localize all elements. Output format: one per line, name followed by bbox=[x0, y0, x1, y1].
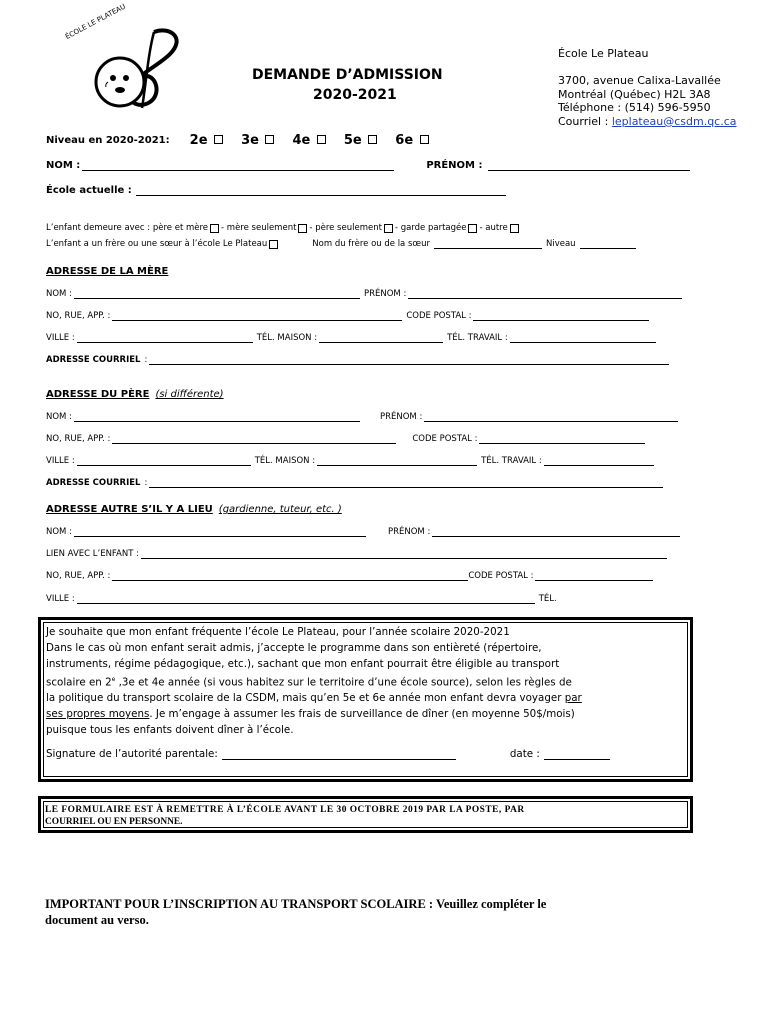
checkbox-icon[interactable] bbox=[317, 135, 326, 144]
niveau-option-3e[interactable]: 3e bbox=[241, 133, 276, 148]
father-email-colon: : bbox=[144, 478, 148, 488]
living-opt2: - mère seulement bbox=[221, 223, 297, 233]
checkbox-icon[interactable] bbox=[510, 224, 519, 233]
mother-nom-field[interactable] bbox=[74, 298, 360, 299]
important-note bbox=[45, 896, 546, 928]
sibling-row bbox=[46, 239, 640, 249]
sibling-label: L’enfant a un frère ou une sœur à l’école Le Plateau bbox=[46, 239, 268, 249]
other-postal-field[interactable] bbox=[535, 580, 653, 581]
father-heading-note: (si différente) bbox=[155, 389, 224, 400]
current-school-label: École actuelle : bbox=[46, 185, 132, 196]
other-address-field[interactable] bbox=[112, 580, 468, 581]
notice-text bbox=[45, 804, 525, 828]
other-nom-label: NOM : bbox=[46, 527, 72, 537]
consent-line-5: la politique du transport scolaire de la CSDM, mais qu’en 5e et 6e année mon enfant devra voyager par bbox=[46, 692, 582, 705]
other-tel-label: TÉL. bbox=[538, 594, 557, 604]
consent-line-7: puisque tous les enfants doivent dîner à l’école. bbox=[46, 724, 294, 737]
current-school-field[interactable] bbox=[136, 195, 506, 196]
notice-line-2: COURRIEL OU EN PERSONNE. bbox=[45, 817, 183, 827]
mother-phone-row bbox=[46, 333, 660, 343]
school-name: École Le Plateau bbox=[558, 47, 649, 60]
other-nom-field[interactable] bbox=[74, 536, 366, 537]
student-prenom-field[interactable] bbox=[488, 170, 690, 171]
niveau-option-4e[interactable]: 4e bbox=[292, 133, 327, 148]
checkbox-icon[interactable] bbox=[420, 135, 429, 144]
father-email-row bbox=[46, 478, 667, 488]
consent-text bbox=[46, 624, 680, 738]
father-email-field[interactable] bbox=[149, 487, 663, 488]
father-tel-work-label: TÉL. TRAVAIL : bbox=[481, 456, 542, 466]
sibling-level-field[interactable] bbox=[580, 248, 636, 249]
sibling-name-field[interactable] bbox=[434, 248, 542, 249]
father-tel-home-field[interactable] bbox=[317, 465, 477, 466]
father-prenom-field[interactable] bbox=[424, 421, 678, 422]
important-line-1: IMPORTANT POUR L’INSCRIPTION AU TRANSPORT SCOLAIRE : Veuillez compléter le bbox=[45, 897, 547, 911]
father-postal-field[interactable] bbox=[479, 443, 645, 444]
father-nom-label: NOM : bbox=[46, 412, 72, 422]
checkbox-icon[interactable] bbox=[298, 224, 307, 233]
checkbox-icon[interactable] bbox=[214, 135, 223, 144]
school-logo bbox=[58, 2, 188, 110]
mother-prenom-field[interactable] bbox=[408, 298, 682, 299]
other-lien-label: LIEN AVEC L’ENFANT : bbox=[46, 549, 139, 559]
treble-clef-logo-icon bbox=[58, 24, 188, 110]
mother-tel-work-label: TÉL. TRAVAIL : bbox=[447, 333, 508, 343]
sibling-level-label: Niveau bbox=[545, 239, 576, 249]
mother-email-row bbox=[46, 355, 673, 365]
mother-address-field[interactable] bbox=[112, 320, 402, 321]
mother-postal-field[interactable] bbox=[473, 320, 649, 321]
mother-heading: ADRESSE DE LA MÈRE bbox=[46, 266, 169, 277]
other-postal-label: CODE POSTAL : bbox=[468, 571, 534, 581]
checkbox-icon[interactable] bbox=[368, 135, 377, 144]
school-phone: Téléphone : (514) 596-5950 bbox=[558, 101, 711, 114]
mother-prenom-label: PRÉNOM : bbox=[363, 289, 407, 299]
consent-line-2: Dans le cas où mon enfant serait admis, j’accepte le programme dans son entièreté (répertoire, bbox=[46, 642, 542, 654]
checkbox-icon[interactable] bbox=[265, 135, 274, 144]
signature-row bbox=[46, 748, 610, 760]
mother-ville-field[interactable] bbox=[77, 342, 253, 343]
niveau-option-2e[interactable]: 2e bbox=[190, 133, 225, 148]
mother-nom-label: NOM : bbox=[46, 289, 72, 299]
student-nom-label: NOM : bbox=[46, 160, 81, 171]
father-tel-work-field[interactable] bbox=[544, 465, 654, 466]
other-heading-text: ADRESSE AUTRE S’IL Y A LIEU bbox=[46, 504, 213, 515]
living-opt3: - père seulement bbox=[309, 223, 382, 233]
signature-field[interactable] bbox=[222, 759, 456, 760]
consent-line-3: instruments, régime pédagogique, etc.), sachant que mon enfant pourrait être éligible au transport bbox=[46, 658, 560, 670]
father-postal-label: CODE POSTAL : bbox=[412, 434, 478, 444]
mother-email-colon: : bbox=[144, 355, 148, 365]
student-nom-field[interactable] bbox=[82, 170, 394, 171]
checkbox-icon[interactable] bbox=[269, 240, 278, 249]
school-email-label: Courriel : bbox=[558, 115, 612, 128]
living-opt4: - garde partagée bbox=[394, 223, 467, 233]
father-ville-field[interactable] bbox=[77, 465, 251, 466]
page-title: DEMANDE D’ADMISSION bbox=[252, 67, 443, 83]
other-lien-field[interactable] bbox=[141, 558, 667, 559]
page-title-year: 2020-2021 bbox=[313, 87, 397, 103]
father-address-field[interactable] bbox=[112, 443, 396, 444]
father-ville-label: VILLE : bbox=[46, 456, 75, 466]
mother-tel-home-field[interactable] bbox=[319, 342, 443, 343]
other-name-row bbox=[46, 527, 684, 537]
checkbox-icon[interactable] bbox=[468, 224, 477, 233]
mother-tel-home-label: TÉL. MAISON : bbox=[256, 333, 318, 343]
father-phone-row bbox=[46, 456, 658, 466]
living-opt5: - autre bbox=[479, 223, 508, 233]
niveau-label: Niveau en 2020-2021: bbox=[46, 135, 170, 146]
other-prenom-field[interactable] bbox=[432, 536, 680, 537]
father-address-row bbox=[46, 434, 649, 444]
mother-postal-label: CODE POSTAL : bbox=[406, 311, 472, 321]
student-name-row bbox=[46, 160, 690, 171]
niveau-row bbox=[46, 133, 431, 148]
father-heading bbox=[46, 389, 224, 400]
checkbox-icon[interactable] bbox=[384, 224, 393, 233]
mother-ville-label: VILLE : bbox=[46, 333, 75, 343]
signature-colon: : bbox=[214, 748, 218, 760]
checkbox-icon[interactable] bbox=[210, 224, 219, 233]
niveau-option-5e[interactable]: 5e bbox=[344, 133, 379, 148]
other-address-label: NO, RUE, APP. : bbox=[46, 571, 111, 581]
other-ville-field[interactable] bbox=[77, 603, 535, 604]
other-heading bbox=[46, 504, 342, 515]
living-row bbox=[46, 223, 521, 233]
father-nom-field[interactable] bbox=[74, 421, 360, 422]
father-heading-text: ADRESSE DU PÈRE bbox=[46, 389, 150, 400]
notice-line-1: LE FORMULAIRE EST À REMETTRE À L’ÉCOLE AVANT LE 30 OCTOBRE 2019 PAR LA POSTE, PAR bbox=[45, 805, 525, 815]
father-tel-home-label: TÉL. MAISON : bbox=[254, 456, 316, 466]
other-heading-note: (gardienne, tuteur, etc. ) bbox=[218, 504, 342, 515]
signature-label: Signature de l’autorité parentale bbox=[46, 748, 215, 760]
mother-tel-work-field[interactable] bbox=[510, 342, 656, 343]
mother-name-row bbox=[46, 289, 686, 299]
niveau-option-6e[interactable]: 6e bbox=[395, 133, 430, 148]
father-name-row bbox=[46, 412, 682, 422]
date-field[interactable] bbox=[544, 759, 610, 760]
mother-address-label: NO, RUE, APP. : bbox=[46, 311, 111, 321]
current-school-row bbox=[46, 185, 506, 196]
father-address-label: NO, RUE, APP. : bbox=[46, 434, 111, 444]
school-city: Montréal (Québec) H2L 3A8 bbox=[558, 88, 711, 101]
mother-address-row bbox=[46, 311, 653, 321]
consent-line-4: scolaire en 2e ,3e et 4e année (si vous habitez sur le territoire d’une école source), selon les règles de bbox=[46, 676, 572, 689]
date-label: date : bbox=[509, 748, 540, 760]
school-email-row bbox=[558, 115, 737, 128]
other-phone-row bbox=[46, 594, 557, 604]
living-prefix: L’enfant demeure avec : père et mère bbox=[46, 223, 209, 233]
school-address: 3700, avenue Calixa-Lavallée bbox=[558, 74, 721, 87]
other-prenom-label: PRÉNOM : bbox=[387, 527, 431, 537]
mother-email-field[interactable] bbox=[149, 364, 669, 365]
logo-arc-text: ÉCOLE LE PLATEAU bbox=[64, 2, 127, 42]
consent-line-1: Je souhaite que mon enfant fréquente l’école Le Plateau, pour l’année scolaire 2020-2021 bbox=[46, 626, 510, 638]
other-lien-row bbox=[46, 549, 671, 559]
sibling-name-label: Nom du frère ou de la sœur bbox=[312, 239, 430, 249]
mother-email-label: ADRESSE COURRIEL bbox=[46, 355, 141, 365]
school-email-link[interactable]: leplateau@csdm.qc.ca bbox=[611, 115, 737, 128]
other-address-row bbox=[46, 571, 657, 581]
student-prenom-label: PRÉNOM : bbox=[426, 160, 483, 171]
consent-line-6: ses propres moyens. Je m’engage à assumer les frais de surveillance de dîner (en moyenne 50$/mois) bbox=[46, 708, 575, 721]
important-line-2: document au verso. bbox=[45, 913, 149, 927]
other-ville-label: VILLE : bbox=[46, 594, 75, 604]
father-email-label: ADRESSE COURRIEL bbox=[46, 478, 141, 488]
father-prenom-label: PRÉNOM : bbox=[379, 412, 423, 422]
